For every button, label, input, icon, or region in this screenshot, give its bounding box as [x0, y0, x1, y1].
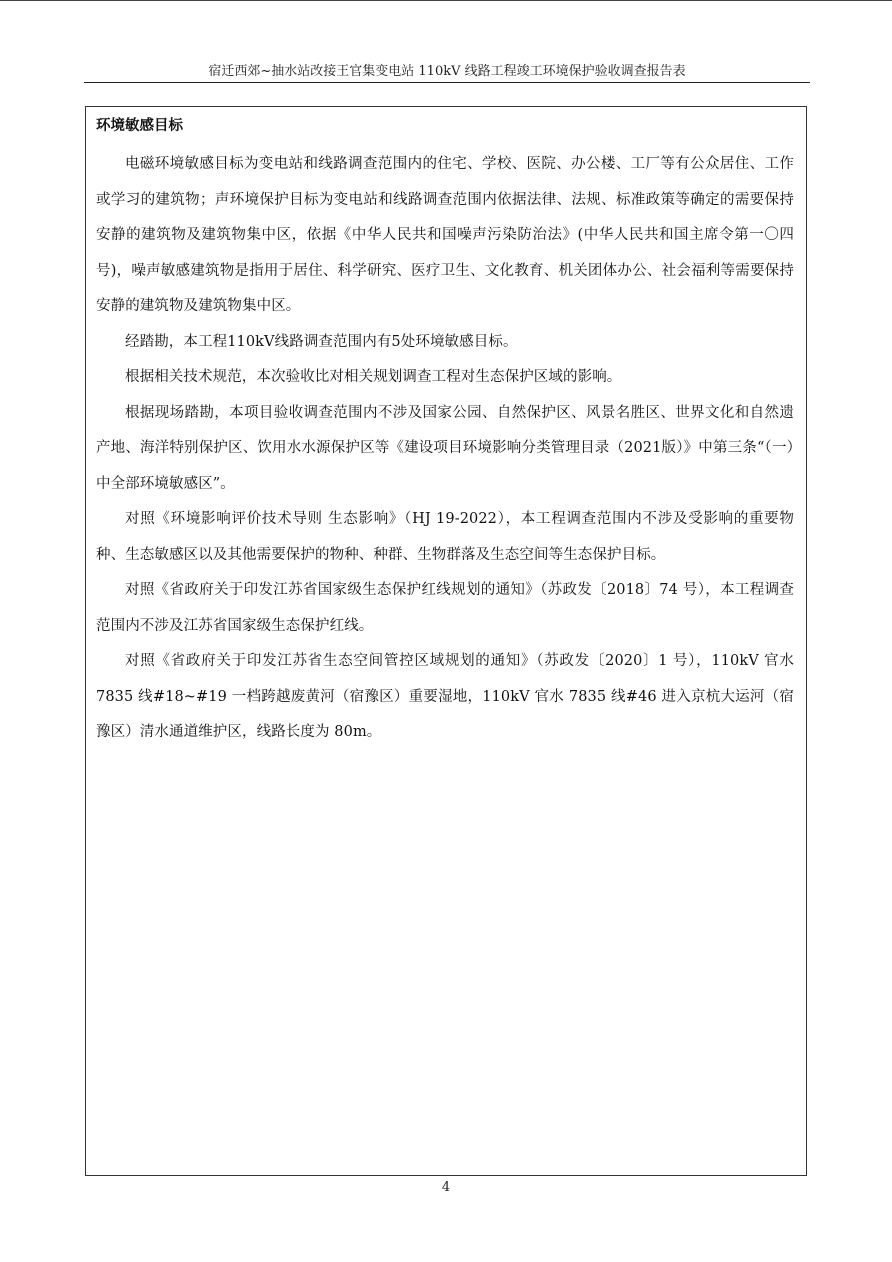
section-title: 环境敏感目标	[96, 118, 183, 134]
paragraph-ecological-space: 对照《省政府关于印发江苏省生态空间管控区域规划的通知》（苏政发〔2020〕1 号），110kV 官水 7835 线#18~#19 一档跨越废黄河（宿豫区）重要湿地，110kV 官水 7835 线#46 进入京杭大运河（宿豫区）清水通道维护区，线路长度为 80m。	[96, 653, 794, 740]
page-number: 4	[441, 1180, 451, 1195]
page-top-border	[0, 0, 892, 1]
paragraph-site-survey: 根据现场踏勘，本项目验收调查范围内不涉及国家公园、自然保护区、风景名胜区、世界文化和自然遗产地、海洋特别保护区、饮用水水源保护区等《建设项目环境影响分类管理目录（2021版）》中第三条“（一）中全部环境敏感区”。	[96, 404, 794, 492]
content-box	[85, 106, 807, 1176]
paragraph-sensitive-targets-definition: 电磁环境敏感目标为变电站和线路调查范围内的住宅、学校、医院、办公楼、工厂等有公众居住、工作或学习的建筑物；声环境保护目标为变电站和线路调查范围内依据法律、法规、标准政策等确定的需要保持安静的建筑物及建筑物集中区，依据《中华人民共和国噪声污染防治法》(中华人民共和国主席令第一〇四号)，噪声敏感建筑物是指用于居住、科学研究、医疗卫生、文化教育、机关团体办公、社会福利等需要保持安静的建筑物及建筑物集中区。	[96, 156, 794, 314]
paragraph-ecology-guideline: 对照《环境影响评价技术导则 生态影响》（HJ 19-2022），本工程调查范围内不涉及受影响的重要物种、生态敏感区以及其他需要保护的物种、种群、生物群落及生态空间等生态保护目标。	[96, 511, 794, 563]
paragraph-survey-result: 经踏勘，本工程110kV线路调查范围内有5处环境敏感目标。	[125, 333, 518, 350]
page-header: 宿迁西郊~抽水站改接王官集变电站 110kV 线路工程竣工环境保护验收调查报告表	[208, 64, 686, 79]
header-rule	[84, 82, 810, 83]
paragraph-red-line: 对照《省政府关于印发江苏省国家级生态保护红线规划的通知》（苏政发〔2018〕74 号），本工程调查范围内不涉及江苏省国家级生态保护红线。	[96, 582, 794, 634]
paragraph-technical-spec: 根据相关技术规范，本次验收比对相关规划调查工程对生态保护区域的影响。	[125, 369, 622, 385]
